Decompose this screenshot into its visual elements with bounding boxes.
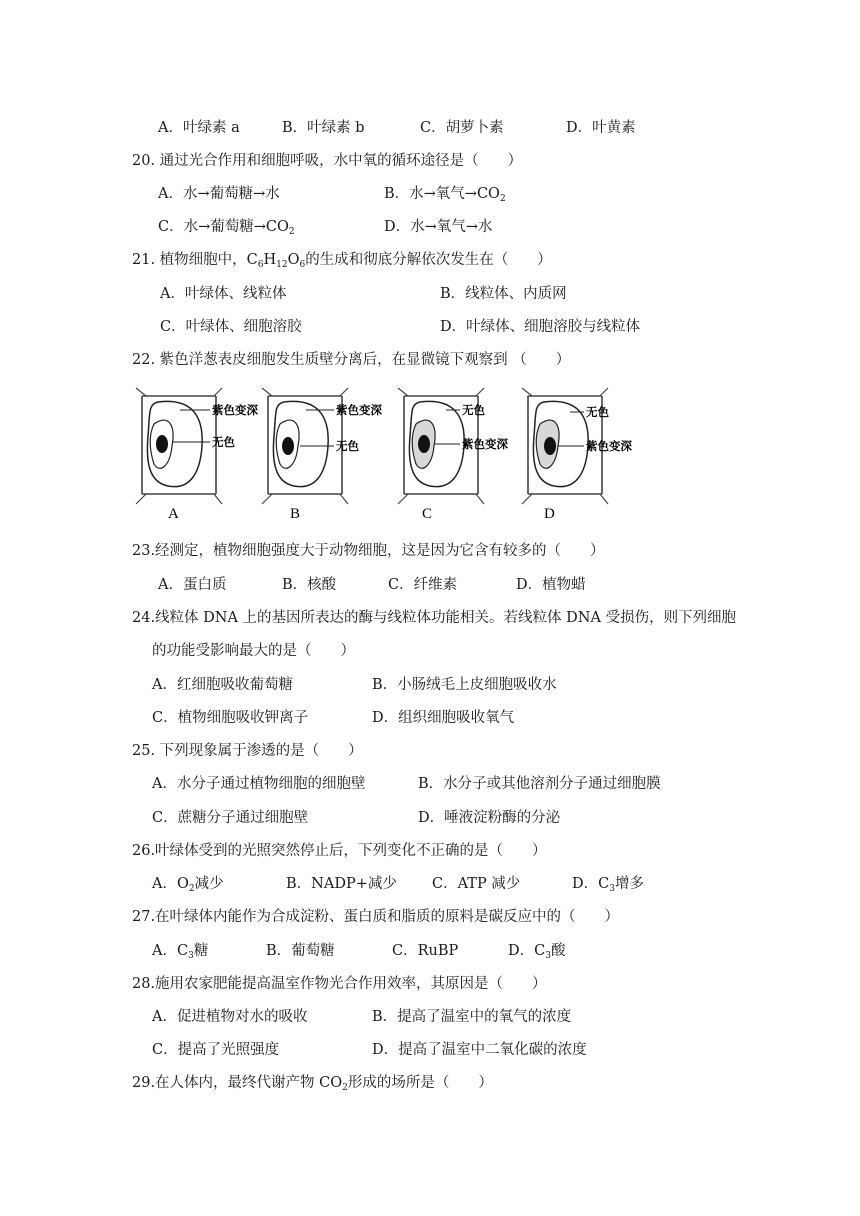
figure-letter-a: A (168, 506, 179, 522)
cell-plasmolysis-figure (132, 384, 652, 524)
option-d: D．$C_3$酸 (508, 943, 566, 961)
option-a: A．水→葡萄糖→水 (158, 186, 280, 202)
label-purple-deep: 紫色变深 (586, 439, 632, 453)
question-27-stem: 27.在叶绿体内能作为合成淀粉、蛋白质和脂质的原料是碳反应中的（ ） (132, 909, 620, 925)
figure-letter-d: D (544, 506, 555, 522)
question-24-stem-cont: 的功能受影响最大的是（ ） (152, 643, 355, 659)
option-a: A．蛋白质 (158, 577, 227, 593)
option-a: A．水分子通过植物细胞的细胞壁 (152, 776, 366, 792)
label-purple-deep: 紫色变深 (336, 403, 382, 417)
label-purple-deep: 紫色变深 (462, 437, 508, 451)
option-d: D．组织细胞吸收氧气 (372, 710, 515, 726)
option-c: C．纤维素 (388, 577, 458, 593)
figure-letter-b: B (290, 506, 301, 522)
option-a: A．叶绿素 a (158, 120, 240, 136)
cell-a (136, 388, 222, 504)
option-c: C．RuBP (392, 943, 459, 959)
label-colorless: 无色 (212, 435, 235, 449)
option-a: A．$O_2$减少 (152, 876, 224, 894)
label-colorless: 无色 (336, 439, 359, 453)
option-b: B．提高了温室中的氧气的浓度 (372, 1009, 572, 1025)
option-d: D．$C_3$增多 (572, 876, 644, 894)
option-c: C．水→葡萄糖$\to CO_2$ (158, 219, 295, 237)
option-d: D．叶绿体、细胞溶胶与线粒体 (440, 319, 641, 335)
option-b: B．叶绿素 b (282, 120, 365, 136)
option-b: B．线粒体、内质网 (440, 286, 567, 302)
option-b: B．核酸 (282, 577, 337, 593)
question-22-stem: 22. 紫色洋葱表皮细胞发生质壁分离后，在显微镜下观察到 （ ） (132, 352, 571, 368)
question-25-stem: 25. 下列现象属于渗透的是（ ） (132, 743, 363, 759)
question-26-stem: 26.叶绿体受到的光照突然停止后，下列变化不正确的是（ ） (132, 843, 547, 859)
option-b: B．水分子或其他溶剂分子通过细胞膜 (418, 776, 661, 792)
option-a: A．叶绿体、线粒体 (160, 286, 287, 302)
option-a: A．促进植物对水的吸收 (152, 1009, 308, 1025)
label-colorless: 无色 (586, 405, 609, 419)
option-c: C．植物细胞吸收钾离子 (152, 710, 309, 726)
option-a: A．$C_3$糖 (152, 943, 209, 961)
option-c: C．胡萝卜素 (420, 120, 504, 136)
option-b: B．小肠绒毛上皮细胞吸收水 (372, 677, 557, 693)
question-29-stem: 29.在人体内，最终代谢产物 $CO_2$形成的场所是（ ） (132, 1075, 493, 1093)
option-d: D．提高了温室中二氧化碳的浓度 (372, 1042, 587, 1058)
label-purple-deep: 紫色变深 (212, 403, 258, 417)
option-d: D．水→氧气→水 (384, 219, 493, 235)
question-20-stem: 20. 通过光合作用和细胞呼吸，水中氧的循环途径是（ ） (132, 153, 523, 169)
option-d: D．植物蜡 (516, 577, 586, 593)
question-23-stem: 23.经测定，植物细胞强度大于动物细胞，这是因为它含有较多的（ ） (132, 543, 605, 559)
option-b: B．水→氧气$\to CO_2$ (384, 186, 506, 204)
option-b: B．NADP+减少 (286, 876, 397, 892)
label-colorless: 无色 (462, 403, 485, 417)
question-21-stem: 21. 植物细胞中，$C_6H_{12}O_6$的生成和彻底分解依次发生在（ ） (132, 252, 552, 270)
figure-letter-c: C (422, 506, 433, 522)
option-c: C．叶绿体、细胞溶胶 (160, 319, 302, 335)
option-b: B．葡萄糖 (266, 943, 335, 959)
question-24-stem: 24.线粒体 DNA 上的基因所表达的酶与线粒体功能相关。若线粒体 DNA 受损伤，则下列细胞 (132, 610, 737, 626)
option-c: C．ATP 减少 (432, 876, 521, 892)
option-d: D．唾液淀粉酶的分泌 (418, 810, 561, 826)
option-c: C．蔗糖分子通过细胞壁 (152, 810, 309, 826)
option-a: A．红细胞吸收葡萄糖 (152, 677, 293, 693)
question-28-stem: 28.施用农家肥能提高温室作物光合作用效率，其原因是（ ） (132, 976, 547, 992)
option-d: D．叶黄素 (566, 120, 636, 136)
option-c: C．提高了光照强度 (152, 1042, 280, 1058)
